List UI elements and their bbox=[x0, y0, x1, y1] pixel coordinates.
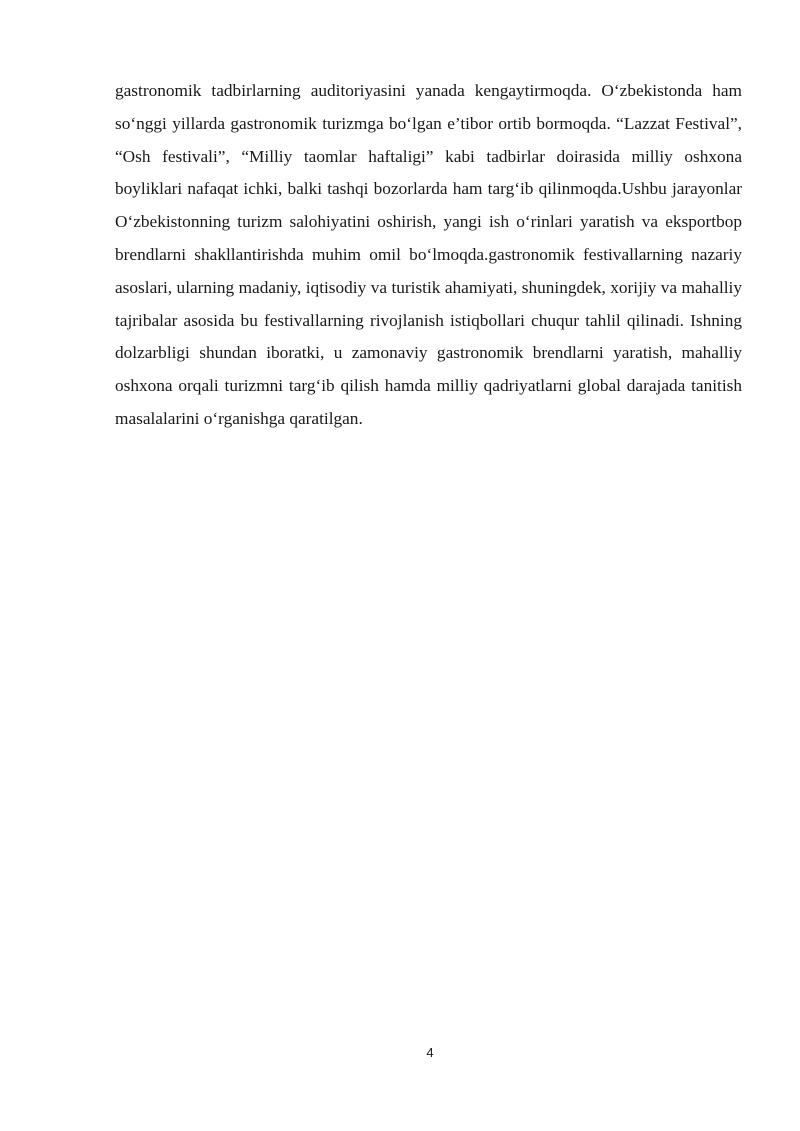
body-paragraph: gastronomik tadbirlarning auditoriyasini yanada kengaytirmoqda. O‘zbekistonda ham so‘nggi yillarda gastronomik turizmga bo‘lgan e’tibor ortib bormoqda. “Lazzat Festival”, “Osh festivali”, “Milliy taomlar haftaligi” kabi tadbirlar doirasida milliy oshxona boyliklari nafaqat ichki, balki tashqi bozorlarda ham targ‘ib qilinmoqda.Ushbu jarayonlar O‘zbekistonning turizm salohiyatini oshirish, yangi ish o‘rinlari yaratish va eksportbop brendlarni shakllantirishda muhim omil bo‘lmoqda.gastronomik festivallarning nazariy asoslari, ularning madaniy, iqtisodiy va turistik ahamiyati, shuningdek, xorijiy va mahalliy tajribalar asosida bu festivallarning rivojlanish istiqbollari chuqur tahlil qilinadi. Ishning dolzarbligi shundan iboratki, u zamonaviy gastronomik brendlarni yaratish, mahalliy oshxona orqali turizmni targ‘ib qilish hamda milliy qadriyatlarni global darajada tanitish masalalarini o‘rganishga qaratilgan. bbox=[115, 81, 742, 428]
page-number: 4 bbox=[426, 1045, 434, 1060]
